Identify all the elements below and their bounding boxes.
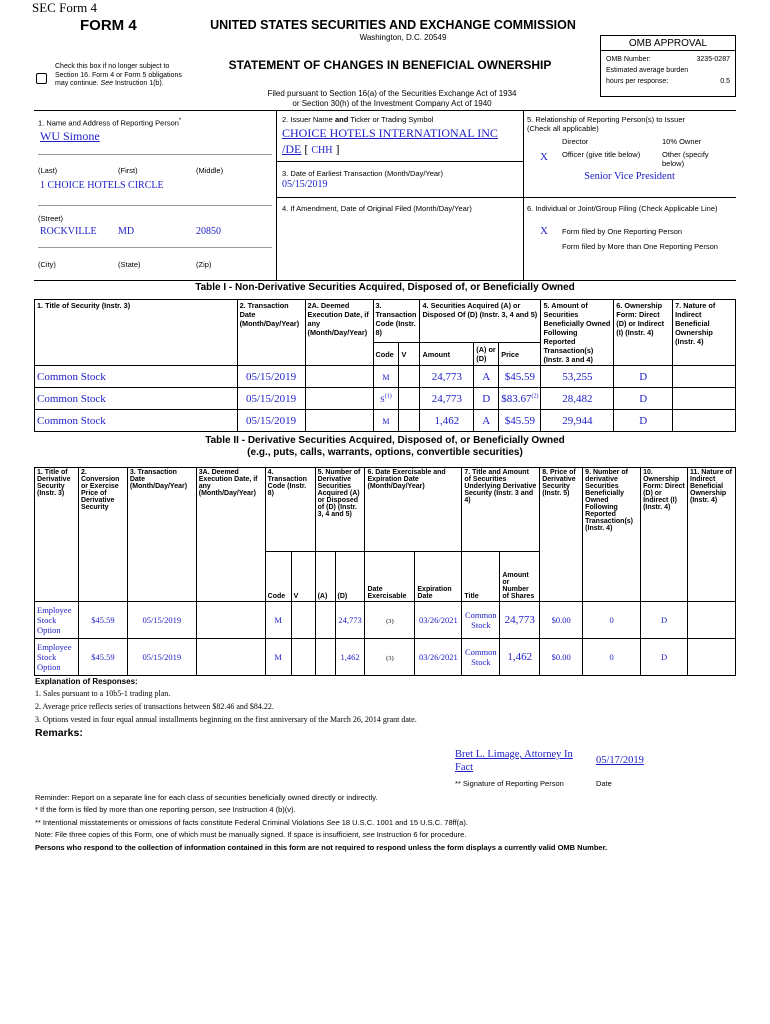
t2-u_title-value: Common Stock — [465, 610, 497, 630]
label-street: (Street) — [38, 214, 64, 223]
table2-title: Table II - Derivative Securities Acquired, Disposed of, or Beneficially Owned (e.g., puts, calls, warrants, options, convertible securities) — [205, 435, 565, 458]
t2-cell-a — [315, 602, 335, 639]
t2-h3: 3. Transaction Date (Month/Day/Year) — [127, 468, 196, 602]
omb-hours-label: hours per response: — [606, 78, 669, 85]
t2-cell-owned — [583, 639, 641, 676]
t2-h2: 2. Conversion or Exercise Price of Derivative Security — [78, 468, 127, 602]
t1-cell-date — [237, 388, 305, 410]
t2-form-value: D — [660, 652, 668, 662]
t2-cell-exercisable — [365, 602, 415, 639]
t2-cell-owned — [583, 602, 641, 639]
box1-label: 1. Name and Address of Reporting Person* — [38, 118, 182, 128]
t1-price-value: $83.67 — [501, 392, 532, 405]
t2-date-value: 05/15/2019 — [142, 615, 182, 625]
table-row — [35, 602, 736, 639]
t1-amount-value: 1,462 — [434, 414, 460, 427]
derivative-table — [34, 467, 736, 676]
omb-number: 3235-0287 — [696, 56, 730, 63]
director-label: Director — [562, 137, 589, 146]
reporting-person-name[interactable]: WU Simone — [40, 129, 100, 143]
issuer-name: CHOICE HOTELS INTERNATIONAL INC /DE [ CHH ] — [282, 126, 498, 156]
t1-code: Code — [373, 343, 399, 366]
street-rule — [38, 205, 272, 206]
earliest-transaction-date: 05/15/2019 — [282, 179, 328, 190]
top-rule — [34, 110, 736, 111]
footnote-ref: (2) — [531, 392, 539, 399]
t2-price-value: $45.59 — [91, 615, 115, 625]
t2-d-value: 24,773 — [338, 615, 362, 625]
t1-h6: 6. Ownership Form: Direct (D) or Indirect (I) (Instr. 4) — [614, 300, 673, 366]
t2-form-value: D — [660, 615, 668, 625]
t2-expiration-value: 03/26/2021 — [419, 652, 458, 662]
t2-cell-d — [335, 639, 365, 676]
t1-cell-code — [373, 388, 399, 410]
t2-title-value: Employee Stock Option — [37, 605, 72, 635]
t1-cell-deemed — [305, 388, 373, 410]
one-person-label: Form filed by One Reporting Person — [562, 227, 683, 236]
t2-d: (D) — [335, 552, 365, 602]
city-rule — [38, 247, 272, 248]
date-label: Date — [596, 779, 612, 788]
more-persons-label: Form filed by More than One Reporting Person — [562, 242, 718, 251]
t1-cell-form — [614, 366, 673, 388]
t1-date-value: 05/15/2019 — [245, 392, 297, 405]
t2-cell-code — [265, 639, 291, 676]
t1-amount: Amount — [420, 343, 474, 366]
t1-price-value: $45.59 — [504, 414, 535, 427]
t2-cell-price — [78, 602, 127, 639]
t2-h11: 11. Nature of Indirect Beneficial Ownership (Instr. 4) — [688, 468, 736, 602]
t2-u_amount-value: 24,773 — [504, 614, 535, 626]
t2-h6: 6. Date Exercisable and Expiration Date (Month/Day/Year) — [365, 468, 462, 552]
t1-h3: 3. Transaction Code (Instr. 8) — [373, 300, 420, 343]
t2-cell-price — [78, 639, 127, 676]
t2-cell-u_amount — [500, 639, 540, 676]
t2-cell-date — [127, 639, 196, 676]
t1-form-value: D — [639, 414, 648, 427]
label-first: (First) — [118, 166, 138, 175]
omb-burden-label: Estimated average burden — [606, 67, 689, 74]
t1-cell-price — [499, 366, 541, 388]
t1-owned-value: 29,944 — [562, 414, 593, 427]
form-label: FORM 4 — [80, 17, 137, 34]
t1-cell-form — [614, 410, 673, 432]
t2-cell-code — [265, 602, 291, 639]
t1-form-value: D — [639, 370, 648, 383]
t2-h10: 10. Ownership Form: Direct (D) or Indirect (I) (Instr. 4) — [641, 468, 688, 602]
issuer-link-2[interactable]: /DE — [282, 142, 302, 156]
t2-a: (A) — [315, 552, 335, 602]
non-derivative-table — [34, 299, 736, 432]
t1-owned-value: 53,255 — [562, 370, 593, 383]
box4-label: 4. If Amendment, Date of Original Filed (Month/Day/Year) — [282, 204, 472, 213]
t2-h3a: 3A. Deemed Execution Date, if any (Month/Day/Year) — [196, 468, 265, 602]
officer-title: Senior Vice President — [584, 171, 675, 182]
t1-title-value[interactable]: Common Stock — [37, 392, 106, 405]
footnote-double-star: ** Intentional misstatements or omissions of facts constitute Federal Criminal Violations See 18 U.S.C. 1001 and 15 U.S.C. 78ff(a). — [35, 817, 468, 827]
t1-cell-code — [373, 410, 399, 432]
t1-v: V — [399, 343, 420, 366]
city-value: ROCKVILLE — [40, 226, 97, 237]
t2-cell-exercisable — [365, 639, 415, 676]
t2-h7: 7. Title and Amount of Securities Underlying Derivative Security (Instr. 3 and 4) — [462, 468, 540, 552]
t2-h9: 9. Number of derivative Securities Beneficially Owned Following Reported Transaction(s) (Instr. 4) — [583, 468, 641, 602]
t1-cell-amount — [420, 388, 474, 410]
remarks-title: Remarks: — [35, 727, 83, 739]
no-longer-subject-checkbox[interactable] — [36, 73, 47, 84]
t1-owned-value: 28,482 — [562, 392, 593, 405]
col-divider-2 — [523, 110, 524, 280]
signature-date[interactable]: 05/17/2019 — [596, 755, 644, 766]
agency-city: Washington, D.C. 20549 — [359, 33, 447, 42]
t1-cell-title — [35, 388, 238, 410]
officer-check-mark: X — [540, 151, 548, 163]
t2-cell-form — [641, 602, 688, 639]
street-address: 1 CHOICE HOTELS CIRCLE — [40, 180, 164, 191]
t1-cell-amount — [420, 410, 474, 432]
signature-name[interactable]: Bret L. Limage, Attorney In Fact — [455, 749, 573, 773]
t1-form-value: D — [639, 392, 648, 405]
t2-code-value: M — [274, 652, 282, 662]
t2-cell-date — [127, 602, 196, 639]
t1-code-value: S — [380, 394, 385, 404]
t1-cell-form — [614, 388, 673, 410]
reminder: Reminder: Report on a separate line for each class of securities beneficially owned directly or indirectly. — [35, 793, 378, 802]
t2-date-value: 05/15/2019 — [142, 652, 182, 662]
t1-cell-date — [237, 410, 305, 432]
t1-cell-v — [399, 366, 420, 388]
t1-cell-ad — [474, 388, 499, 410]
t2-deriv_price-value: $0.00 — [551, 652, 571, 662]
t1-ad-value: D — [482, 392, 491, 405]
table-row — [35, 366, 736, 388]
footer — [35, 792, 735, 854]
t1-title-value[interactable]: Common Stock — [37, 414, 106, 427]
t2-v: V — [291, 552, 315, 602]
explanation-notes — [35, 688, 735, 726]
checkbox-label: Check this box if no longer subject to Section 16. Form 4 or Form 5 obligations may continue. See Instruction 1(b). — [55, 63, 182, 87]
t1-cell-owned — [541, 366, 614, 388]
t2-expiration-value: 03/26/2021 — [419, 615, 458, 625]
t2-code: Code — [265, 552, 291, 602]
t2-cell-title — [35, 602, 79, 639]
table1-top-rule — [34, 280, 736, 281]
t1-cell-owned — [541, 410, 614, 432]
note-3: 3. Options vested in four equal annual installments beginning on the first anniversary of the March 26, 2014 grant date. — [35, 714, 417, 724]
t1-cell-v — [399, 410, 420, 432]
box2-bottom — [276, 161, 523, 162]
t1-h1: 1. Title of Security (Instr. 3) — [35, 300, 238, 366]
box5-label: 5. Relationship of Reporting Person(s) to Issuer (Check all applicable) — [527, 115, 685, 133]
t2-cell-d — [335, 602, 365, 639]
box3-bottom — [276, 197, 736, 198]
t2-d-value: 1,462 — [340, 652, 360, 662]
t1-amount-value: 24,773 — [431, 370, 462, 383]
t1-date-value: 05/15/2019 — [245, 414, 297, 427]
box6-label: 6. Individual or Joint/Group Filing (Check Applicable Line) — [527, 204, 718, 213]
t2-cell-deriv_price — [540, 639, 583, 676]
omb-notice: Persons who respond to the collection of information contained in this form are not required to respond unless the form displays a currently valid OMB Number. — [35, 842, 608, 852]
t1-aord: (A) or (D) — [474, 343, 499, 366]
t1-h5: 5. Amount of Securities Beneficially Owned Following Reported Transaction(s) (Instr. 3 and 4) — [541, 300, 614, 366]
omb-box — [600, 35, 736, 97]
t1-amount-value: 24,773 — [431, 392, 462, 405]
table-row — [35, 639, 736, 676]
t2-cell-deriv_price — [540, 602, 583, 639]
t2-cell-title — [35, 639, 79, 676]
t1-ad-value: A — [482, 370, 491, 383]
t2-owned-value: 0 — [609, 615, 614, 625]
t1-cell-ad — [474, 410, 499, 432]
t2-cell-form — [641, 639, 688, 676]
t2-h8: 8. Price of Derivative Security (Instr. 5) — [540, 468, 583, 602]
note-2: 2. Average price reflects series of transactions between $82.46 and $84.22. — [35, 701, 274, 711]
t2-price-value: $45.59 — [91, 652, 115, 662]
box3-label: 3. Date of Earliest Transaction (Month/Day/Year) — [282, 169, 444, 178]
ticker-symbol: CHH — [311, 145, 333, 156]
t2-cell-v — [291, 639, 315, 676]
explanation-title: Explanation of Responses: — [35, 677, 138, 686]
t1-cell-title — [35, 410, 238, 432]
label-last: (Last) — [38, 166, 58, 175]
t1-cell-ad — [474, 366, 499, 388]
t2-title-col: Title — [462, 552, 500, 602]
other-label: Other (specify below) — [662, 150, 709, 168]
table1-title: Table I - Non-Derivative Securities Acquired, Disposed of, or Beneficially Owned — [195, 282, 575, 293]
col-divider-1 — [276, 110, 277, 280]
label-state: (State) — [118, 260, 141, 269]
t2-owned-value: 0 — [609, 652, 614, 662]
t1-cell-code — [373, 366, 399, 388]
t2-h1: 1. Title of Derivative Security (Instr. 3) — [35, 468, 79, 602]
note-1: 1. Sales pursuant to a 10b5-1 trading plan. — [35, 689, 171, 698]
t1-cell-nature — [673, 388, 736, 410]
ten-pct-label: 10% Owner — [662, 137, 702, 146]
t1-cell-date — [237, 366, 305, 388]
t1-h7: 7. Nature of Indirect Beneficial Ownership (Instr. 4) — [673, 300, 736, 366]
name-rule — [38, 154, 272, 155]
t2-cell-expiration — [415, 639, 462, 676]
agency-title: UNITED STATES SECURITIES AND EXCHANGE COMMISSION — [210, 18, 576, 32]
t1-ad-value: A — [482, 414, 491, 427]
omb-hours: 0.5 — [720, 78, 730, 85]
t2-h5: 5. Number of Derivative Securities Acquired (A) or Disposed of (D) (Instr. 3, 4 and 5) — [315, 468, 365, 552]
signature-label: ** Signature of Reporting Person — [455, 779, 564, 788]
t2-h4: 4. Transaction Code (Instr. 8) — [265, 468, 315, 552]
label-middle: (Middle) — [196, 166, 224, 175]
t1-h2: 2. Transaction Date (Month/Day/Year) — [237, 300, 305, 366]
statement-title: STATEMENT OF CHANGES IN BENEFICIAL OWNERSHIP — [228, 58, 552, 72]
t1-cell-deemed — [305, 410, 373, 432]
t1-cell-price — [499, 410, 541, 432]
t1-date-value: 05/15/2019 — [245, 370, 297, 383]
t2-cell-a — [315, 639, 335, 676]
issuer-link-1[interactable]: CHOICE HOTELS INTERNATIONAL INC — [282, 126, 498, 140]
note-copies: Note: File three copies of this Form, one of which must be manually signed. If space is insufficient, see Instruction 6 for procedure. — [35, 830, 467, 840]
t2-deriv_price-value: $0.00 — [551, 615, 571, 625]
footnote-ref: (1) — [384, 392, 392, 399]
t1-cell-owned — [541, 388, 614, 410]
zip-value: 20850 — [196, 226, 221, 237]
t2-cell-u_amount — [500, 602, 540, 639]
t2-cell-deemed — [196, 639, 265, 676]
t2-title-value: Employee Stock Option — [37, 642, 72, 672]
t1-code-value: M — [382, 372, 390, 382]
t2-amount-col: Amount or Number of Shares — [500, 552, 540, 602]
t2-cell-u_title — [462, 602, 500, 639]
label-city: (City) — [38, 260, 56, 269]
omb-title: OMB APPROVAL — [601, 36, 735, 51]
t2-cell-expiration — [415, 602, 462, 639]
t1-cell-v — [399, 388, 420, 410]
t2-cell-deemed — [196, 602, 265, 639]
t2-cell-nature — [688, 639, 736, 676]
t1-cell-title — [35, 366, 238, 388]
t2-cell-u_title — [462, 639, 500, 676]
t1-price-value: $45.59 — [504, 370, 535, 383]
t1-cell-deemed — [305, 366, 373, 388]
t2-cell-v — [291, 602, 315, 639]
doc-title: SEC Form 4 — [32, 0, 98, 15]
t2-code-value: M — [274, 615, 282, 625]
state-value: MD — [118, 226, 135, 237]
officer-label: Officer (give title below) — [562, 150, 641, 159]
footnote-star: * If the form is filed by more than one reporting person, see Instruction 4 (b)(v). — [35, 805, 296, 815]
table-row — [35, 388, 736, 410]
t1-price: Price — [499, 343, 541, 366]
t2-u_amount-value: 1,462 — [507, 651, 533, 663]
t1-title-value[interactable]: Common Stock — [37, 370, 106, 383]
t2-exercisable-value: (3) — [386, 655, 394, 662]
one-person-check-mark: X — [540, 225, 548, 237]
box2-label: 2. Issuer Name and Ticker or Trading Symbol — [282, 115, 434, 124]
t1-h2a: 2A. Deemed Execution Date, if any (Month/Day/Year) — [305, 300, 373, 366]
omb-number-label: OMB Number: — [606, 56, 651, 63]
t2-exercisable-value: (3) — [386, 618, 394, 625]
t1-h4: 4. Securities Acquired (A) or Disposed Of (D) (Instr. 3, 4 and 5) — [420, 300, 541, 343]
t1-cell-nature — [673, 366, 736, 388]
t2-exp: Expiration Date — [415, 552, 462, 602]
label-zip: (Zip) — [196, 260, 212, 269]
filed-pursuant: Filed pursuant to Section 16(a) of the Securities Exchange Act of 1934 or Section 30(h) of the Investment Company Act of 1940 — [267, 89, 517, 108]
t1-cell-amount — [420, 366, 474, 388]
t2-cell-nature — [688, 602, 736, 639]
t1-cell-price — [499, 388, 541, 410]
table-row — [35, 410, 736, 432]
t2-u_title-value: Common Stock — [465, 647, 497, 667]
t1-code-value: M — [382, 416, 390, 426]
t2-date-ex: Date Exercisable — [365, 552, 415, 602]
t1-cell-nature — [673, 410, 736, 432]
